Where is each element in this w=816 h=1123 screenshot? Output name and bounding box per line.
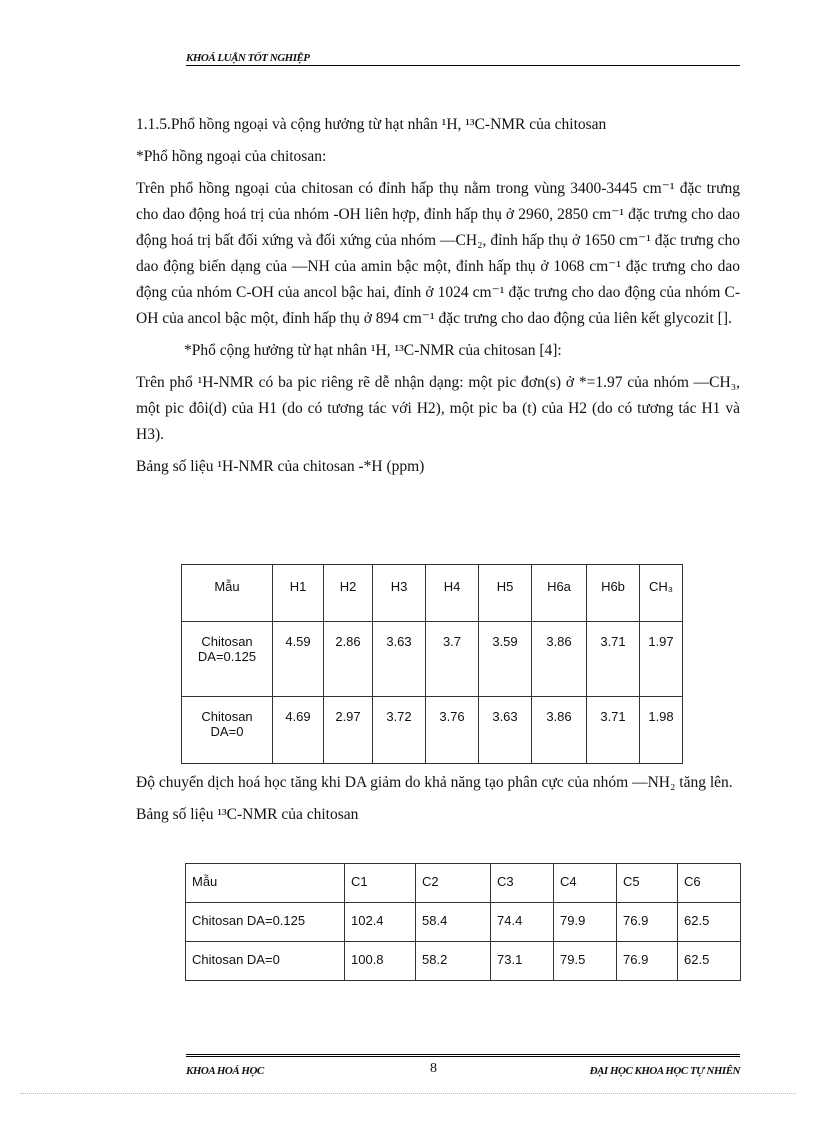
table-header-cell: CH₃ <box>640 565 683 622</box>
shift-paragraph: Độ chuyển dịch hoá học tăng khi DA giảm do khả năng tạo phân cực của nhóm —NH₂ tăng lên. <box>136 774 733 791</box>
table-header-cell: C3 <box>491 864 554 903</box>
table-cell: 3.59 <box>479 622 532 697</box>
document-body-lower <box>136 770 740 834</box>
page-footer <box>186 1054 740 1077</box>
table-cell: 3.7 <box>426 622 479 697</box>
table-header-cell: C5 <box>617 864 678 903</box>
h-nmr-table <box>181 564 683 764</box>
table2-caption: Bảng số liệu ¹³C-NMR của chitosan <box>136 806 359 823</box>
table-header-cell: C1 <box>345 864 416 903</box>
document-body <box>136 112 740 486</box>
table-header-cell: H2 <box>324 565 373 622</box>
footer-left: KHOA HOÁ HỌC <box>186 1065 264 1077</box>
table-header-cell: C4 <box>554 864 617 903</box>
footer-right: ĐẠI HỌC KHOA HỌC TỰ NHIÊN <box>589 1065 740 1077</box>
table-cell: 73.1 <box>491 942 554 981</box>
table-cell: 79.5 <box>554 942 617 981</box>
table-cell: 58.4 <box>416 903 491 942</box>
table-cell: 58.2 <box>416 942 491 981</box>
table-row <box>186 903 741 942</box>
table-header-cell: H4 <box>426 565 479 622</box>
table-cell: 3.71 <box>587 697 640 764</box>
table-cell: 1.97 <box>640 622 683 697</box>
table-cell: 3.76 <box>426 697 479 764</box>
table-cell: 62.5 <box>678 903 741 942</box>
table-cell: 3.86 <box>532 622 587 697</box>
ir-heading: *Phổ hồng ngoại của chitosan: <box>136 148 327 165</box>
table-cell: 102.4 <box>345 903 416 942</box>
table-header-row <box>186 864 741 903</box>
page-bottom-divider <box>20 1093 796 1094</box>
ir-paragraph: Trên phổ hồng ngoại của chitosan có đỉnh hấp thụ nằm trong vùng 3400-3445 cm⁻¹ đặc trưng cho dao động hoá trị của nhóm -OH liên hợp, đỉnh hấp thụ ở 2960, 2850 cm⁻¹ đặc trưng cho dao động hoá trị bất đối xứng và đối xứng của nhóm —CH₂, đỉnh hấp thụ ở 1650 cm⁻¹ đặc trưng cho dao động biến dạng của —NH của amin bậc một, đỉnh hấp thụ ở 1068 cm⁻¹ đặc trưng cho dao động của nhóm C-OH của ancol bậc hai, đỉnh ở 1024 cm⁻¹ đặc trưng cho dao động của nhóm C-OH của ancol bậc một, đỉnh hấp thụ ở 894 cm⁻¹ đặc trưng cho dao động của liên kết glycozit []. <box>136 180 740 327</box>
table-cell: 74.4 <box>491 903 554 942</box>
table-header-cell: Mẫu <box>186 864 345 903</box>
table-cell: Chitosan DA=0.125 <box>182 622 273 697</box>
table-header-cell: Mẫu <box>182 565 273 622</box>
h-nmr-paragraph: Trên phổ ¹H-NMR có ba pic riêng rẽ dễ nhận dạng: một pic đơn(s) ở *=1.97 của nhóm —CH₃, một pic đôi(d) của H1 (do có tương tác với H2), một pic ba (t) của H2 (do có tương tác H1 và H3). <box>136 374 740 443</box>
table-header-cell: C2 <box>416 864 491 903</box>
table-header-row <box>182 565 683 622</box>
table-cell: 2.97 <box>324 697 373 764</box>
table-header-cell: H6b <box>587 565 640 622</box>
header-title: KHOÁ LUẬN TỐT NGHIỆP <box>186 52 310 64</box>
table-cell: Chitosan DA=0.125 <box>186 903 345 942</box>
table-header-cell: H5 <box>479 565 532 622</box>
table-cell: 2.86 <box>324 622 373 697</box>
table1-caption: Bảng số liệu ¹H-NMR của chitosan -*H (ppm) <box>136 458 425 475</box>
page-header <box>186 52 740 66</box>
table-cell: 3.72 <box>373 697 426 764</box>
c-nmr-table <box>185 863 741 981</box>
table-header-cell: H6a <box>532 565 587 622</box>
table-row <box>186 942 741 981</box>
page-number: 8 <box>430 1061 437 1076</box>
table-cell: 4.69 <box>273 697 324 764</box>
table-cell: 3.63 <box>373 622 426 697</box>
table-header-cell: C6 <box>678 864 741 903</box>
nmr-heading: *Phổ cộng hưởng từ hạt nhân ¹H, ¹³C-NMR của chitosan [4]: <box>184 342 562 359</box>
table-cell: 3.86 <box>532 697 587 764</box>
table-row <box>182 697 683 764</box>
table-header-cell: H1 <box>273 565 324 622</box>
table-row <box>182 622 683 697</box>
table-cell: 3.71 <box>587 622 640 697</box>
table-cell: 4.59 <box>273 622 324 697</box>
table-cell: 1.98 <box>640 697 683 764</box>
table-cell: 76.9 <box>617 903 678 942</box>
section-heading: 1.1.5.Phổ hồng ngoại và cộng hưởng từ hạt nhân ¹H, ¹³C-NMR của chitosan <box>136 116 607 133</box>
table-cell: 100.8 <box>345 942 416 981</box>
table-cell: 3.63 <box>479 697 532 764</box>
table-cell: 76.9 <box>617 942 678 981</box>
table-cell: 62.5 <box>678 942 741 981</box>
table-header-cell: H3 <box>373 565 426 622</box>
table-cell: Chitosan DA=0 <box>182 697 273 764</box>
table-cell: 79.9 <box>554 903 617 942</box>
table-cell: Chitosan DA=0 <box>186 942 345 981</box>
